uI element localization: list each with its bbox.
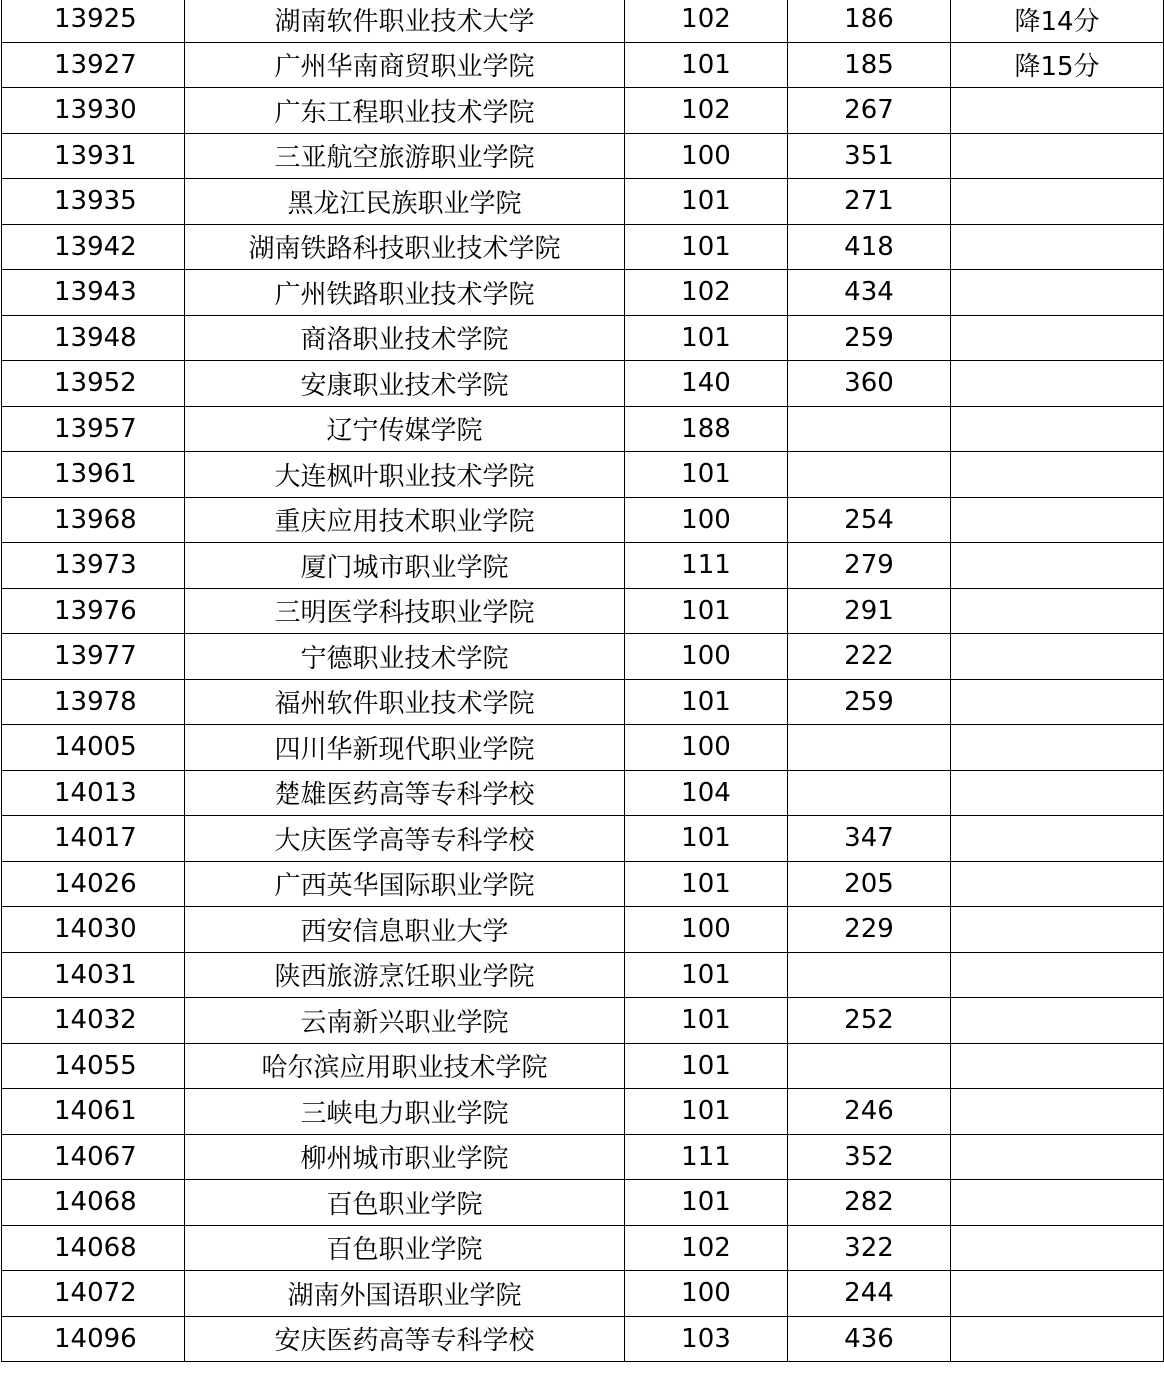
major-group-cell: 101	[625, 1089, 788, 1135]
school-name-cell: 云南新兴职业学院	[185, 998, 625, 1044]
school-name-cell: 西安信息职业大学	[185, 907, 625, 953]
major-group-cell: 111	[625, 1134, 788, 1180]
min-score-cell	[788, 952, 951, 998]
school-name-cell: 广西英华国际职业学院	[185, 861, 625, 907]
min-score-cell: 360	[788, 361, 951, 407]
table-row	[2, 679, 1164, 725]
score-change-cell	[951, 497, 1164, 543]
major-group-cell: 100	[625, 907, 788, 953]
major-group-cell: 100	[625, 634, 788, 680]
min-score-cell: 259	[788, 315, 951, 361]
school-code-cell: 14030	[2, 907, 185, 953]
school-name-cell: 三明医学科技职业学院	[185, 588, 625, 634]
major-group-cell: 101	[625, 952, 788, 998]
table-row	[2, 770, 1164, 816]
score-change-cell	[951, 770, 1164, 816]
school-code-cell: 14068	[2, 1180, 185, 1226]
school-name-cell: 陕西旅游烹饪职业学院	[185, 952, 625, 998]
score-change-cell	[951, 452, 1164, 498]
school-code-cell: 13927	[2, 42, 185, 88]
score-change-cell	[951, 1180, 1164, 1226]
score-change-cell	[951, 1271, 1164, 1317]
major-group-cell: 103	[625, 1316, 788, 1362]
table-row	[2, 0, 1164, 42]
school-code-cell: 13968	[2, 497, 185, 543]
table-row	[2, 1225, 1164, 1271]
major-group-cell: 140	[625, 361, 788, 407]
major-group-cell: 101	[625, 679, 788, 725]
score-change-cell	[951, 634, 1164, 680]
table-row	[2, 1271, 1164, 1317]
min-score-cell: 259	[788, 679, 951, 725]
score-change-cell	[951, 1225, 1164, 1271]
school-name-cell: 广州铁路职业技术学院	[185, 270, 625, 316]
min-score-cell: 205	[788, 861, 951, 907]
min-score-cell	[788, 406, 951, 452]
admission-score-table	[1, 0, 1164, 1362]
score-change-cell: 降14分	[951, 0, 1164, 42]
school-name-cell: 厦门城市职业学院	[185, 543, 625, 589]
score-change-cell: 降15分	[951, 42, 1164, 88]
school-code-cell: 13925	[2, 0, 185, 42]
table-row	[2, 1043, 1164, 1089]
school-name-cell: 广东工程职业技术学院	[185, 88, 625, 134]
table-row	[2, 179, 1164, 225]
school-name-cell: 楚雄医药高等专科学校	[185, 770, 625, 816]
major-group-cell: 100	[625, 725, 788, 771]
major-group-cell: 111	[625, 543, 788, 589]
min-score-cell: 282	[788, 1180, 951, 1226]
school-code-cell: 14096	[2, 1316, 185, 1362]
major-group-cell: 101	[625, 315, 788, 361]
major-group-cell: 104	[625, 770, 788, 816]
school-name-cell: 百色职业学院	[185, 1180, 625, 1226]
major-group-cell: 101	[625, 452, 788, 498]
school-name-cell: 商洛职业技术学院	[185, 315, 625, 361]
min-score-cell: 418	[788, 224, 951, 270]
table-row	[2, 361, 1164, 407]
table-row	[2, 315, 1164, 361]
school-name-cell: 四川华新现代职业学院	[185, 725, 625, 771]
school-name-cell: 宁德职业技术学院	[185, 634, 625, 680]
min-score-cell	[788, 770, 951, 816]
table-row	[2, 1134, 1164, 1180]
school-code-cell: 14068	[2, 1225, 185, 1271]
table-row	[2, 725, 1164, 771]
min-score-cell: 185	[788, 42, 951, 88]
min-score-cell: 267	[788, 88, 951, 134]
school-name-cell: 湖南软件职业技术大学	[185, 0, 625, 42]
min-score-cell: 254	[788, 497, 951, 543]
min-score-cell: 279	[788, 543, 951, 589]
score-change-cell	[951, 270, 1164, 316]
score-change-cell	[951, 816, 1164, 862]
score-change-cell	[951, 315, 1164, 361]
table-row	[2, 133, 1164, 179]
major-group-cell: 101	[625, 816, 788, 862]
school-name-cell: 三亚航空旅游职业学院	[185, 133, 625, 179]
table-row	[2, 998, 1164, 1044]
school-name-cell: 重庆应用技术职业学院	[185, 497, 625, 543]
table-row	[2, 224, 1164, 270]
table-row	[2, 861, 1164, 907]
school-code-cell: 14032	[2, 998, 185, 1044]
min-score-cell: 244	[788, 1271, 951, 1317]
table-row	[2, 88, 1164, 134]
school-name-cell: 大连枫叶职业技术学院	[185, 452, 625, 498]
min-score-cell	[788, 1043, 951, 1089]
school-name-cell: 安庆医药高等专科学校	[185, 1316, 625, 1362]
table-row	[2, 42, 1164, 88]
table-row	[2, 952, 1164, 998]
score-change-cell	[951, 88, 1164, 134]
table-body	[2, 0, 1164, 1362]
score-change-cell	[951, 1134, 1164, 1180]
min-score-cell: 252	[788, 998, 951, 1044]
school-name-cell: 福州软件职业技术学院	[185, 679, 625, 725]
major-group-cell: 188	[625, 406, 788, 452]
school-code-cell: 14026	[2, 861, 185, 907]
school-name-cell: 黑龙江民族职业学院	[185, 179, 625, 225]
school-code-cell: 14013	[2, 770, 185, 816]
score-change-cell	[951, 861, 1164, 907]
min-score-cell: 352	[788, 1134, 951, 1180]
major-group-cell: 101	[625, 861, 788, 907]
score-change-cell	[951, 543, 1164, 589]
min-score-cell: 229	[788, 907, 951, 953]
school-code-cell: 13973	[2, 543, 185, 589]
score-change-cell	[951, 1316, 1164, 1362]
major-group-cell: 102	[625, 0, 788, 42]
school-code-cell: 13943	[2, 270, 185, 316]
table-row	[2, 1180, 1164, 1226]
school-name-cell: 广州华南商贸职业学院	[185, 42, 625, 88]
score-change-cell	[951, 1089, 1164, 1135]
major-group-cell: 102	[625, 270, 788, 316]
school-code-cell: 14072	[2, 1271, 185, 1317]
min-score-cell: 246	[788, 1089, 951, 1135]
score-change-cell	[951, 406, 1164, 452]
min-score-cell: 322	[788, 1225, 951, 1271]
score-change-cell	[951, 133, 1164, 179]
school-name-cell: 三峡电力职业学院	[185, 1089, 625, 1135]
min-score-cell: 436	[788, 1316, 951, 1362]
min-score-cell	[788, 452, 951, 498]
school-code-cell: 13957	[2, 406, 185, 452]
score-change-cell	[951, 361, 1164, 407]
score-change-cell	[951, 179, 1164, 225]
school-code-cell: 13977	[2, 634, 185, 680]
min-score-cell: 222	[788, 634, 951, 680]
min-score-cell	[788, 725, 951, 771]
school-code-cell: 14031	[2, 952, 185, 998]
table-row	[2, 497, 1164, 543]
major-group-cell: 101	[625, 588, 788, 634]
score-change-cell	[951, 907, 1164, 953]
score-change-cell	[951, 998, 1164, 1044]
major-group-cell: 100	[625, 497, 788, 543]
school-code-cell: 13961	[2, 452, 185, 498]
major-group-cell: 102	[625, 1225, 788, 1271]
school-name-cell: 安康职业技术学院	[185, 361, 625, 407]
table-row	[2, 816, 1164, 862]
school-code-cell: 13931	[2, 133, 185, 179]
major-group-cell: 101	[625, 42, 788, 88]
table-row	[2, 406, 1164, 452]
major-group-cell: 100	[625, 133, 788, 179]
school-code-cell: 13930	[2, 88, 185, 134]
school-name-cell: 哈尔滨应用职业技术学院	[185, 1043, 625, 1089]
major-group-cell: 101	[625, 1180, 788, 1226]
school-code-cell: 13948	[2, 315, 185, 361]
table-row	[2, 1316, 1164, 1362]
table-row	[2, 270, 1164, 316]
school-code-cell: 13978	[2, 679, 185, 725]
school-code-cell: 13942	[2, 224, 185, 270]
school-code-cell: 13935	[2, 179, 185, 225]
school-name-cell: 大庆医学高等专科学校	[185, 816, 625, 862]
school-code-cell: 14017	[2, 816, 185, 862]
school-name-cell: 柳州城市职业学院	[185, 1134, 625, 1180]
min-score-cell: 351	[788, 133, 951, 179]
school-name-cell: 辽宁传媒学院	[185, 406, 625, 452]
major-group-cell: 102	[625, 88, 788, 134]
table-row	[2, 634, 1164, 680]
school-code-cell: 14067	[2, 1134, 185, 1180]
major-group-cell: 101	[625, 179, 788, 225]
table-row	[2, 543, 1164, 589]
major-group-cell: 101	[625, 1043, 788, 1089]
school-code-cell: 13976	[2, 588, 185, 634]
school-code-cell: 14055	[2, 1043, 185, 1089]
school-code-cell: 14005	[2, 725, 185, 771]
table-row	[2, 1089, 1164, 1135]
score-change-cell	[951, 224, 1164, 270]
score-change-cell	[951, 679, 1164, 725]
min-score-cell: 291	[788, 588, 951, 634]
school-name-cell: 湖南铁路科技职业技术学院	[185, 224, 625, 270]
score-change-cell	[951, 725, 1164, 771]
major-group-cell: 100	[625, 1271, 788, 1317]
table-row	[2, 588, 1164, 634]
min-score-cell: 347	[788, 816, 951, 862]
min-score-cell: 186	[788, 0, 951, 42]
major-group-cell: 101	[625, 224, 788, 270]
school-name-cell: 湖南外国语职业学院	[185, 1271, 625, 1317]
school-name-cell: 百色职业学院	[185, 1225, 625, 1271]
min-score-cell: 271	[788, 179, 951, 225]
major-group-cell: 101	[625, 998, 788, 1044]
min-score-cell: 434	[788, 270, 951, 316]
school-code-cell: 14061	[2, 1089, 185, 1135]
score-change-cell	[951, 952, 1164, 998]
table-row	[2, 907, 1164, 953]
score-change-cell	[951, 588, 1164, 634]
score-change-cell	[951, 1043, 1164, 1089]
school-code-cell: 13952	[2, 361, 185, 407]
table-row	[2, 452, 1164, 498]
